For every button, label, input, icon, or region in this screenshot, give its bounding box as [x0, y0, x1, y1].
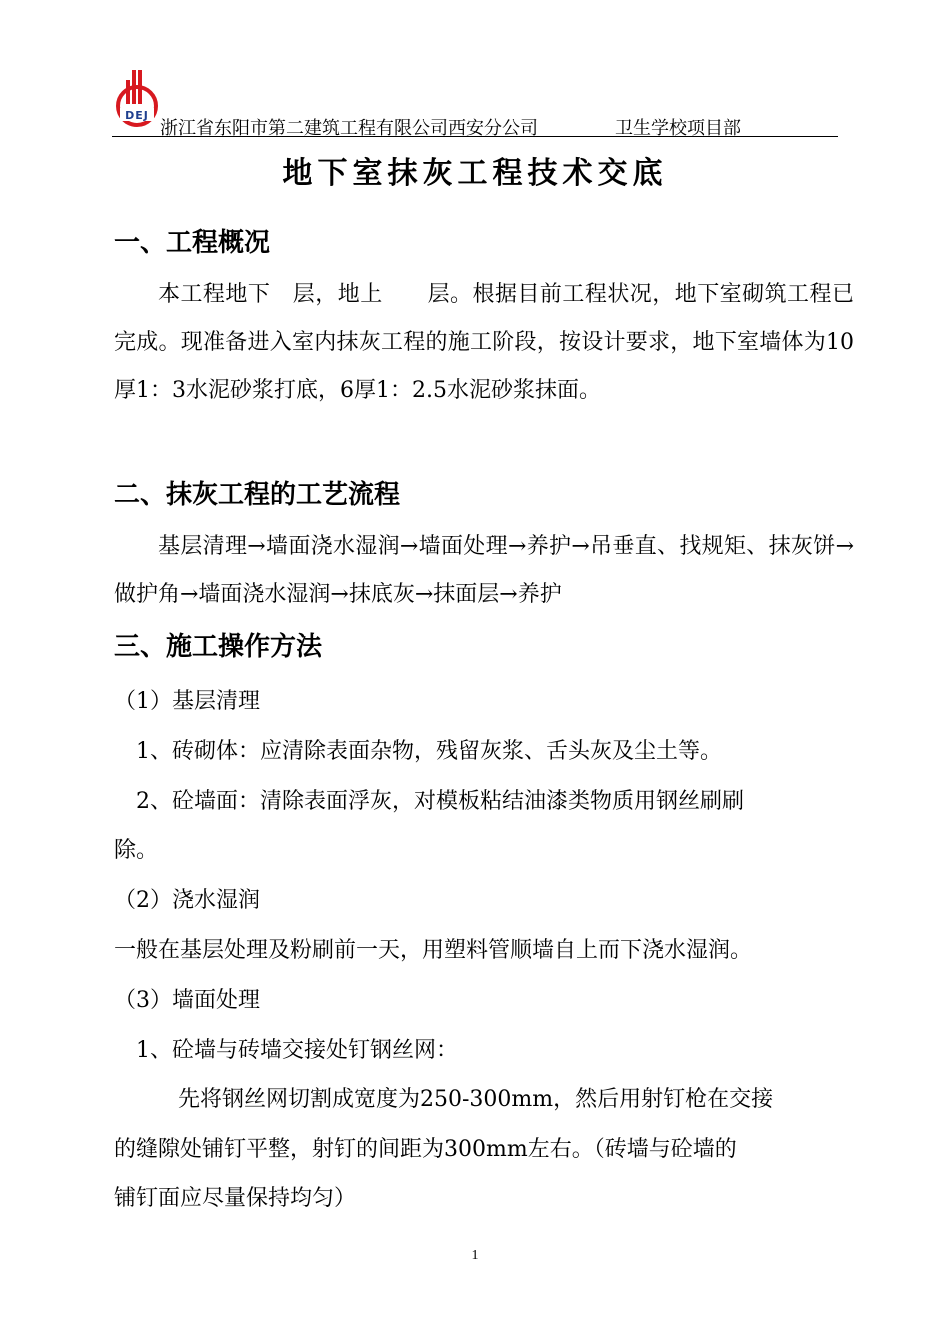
item-wire-mesh: 1、砼墙与砖墙交接处钉钢丝网：	[136, 1038, 458, 1063]
watering-text: 一般在基层处理及粉刷前一天，用塑料管顺墙自上而下浇水湿润。	[114, 938, 753, 963]
item-concrete-wall-line2: 除。	[114, 838, 159, 863]
item-concrete-wall-line1: 2、砼墙面：清除表面浮灰，对模板粘结油漆类物质用钢丝刷刷	[136, 789, 744, 814]
header-project-name: 卫生学校项目部	[615, 118, 741, 139]
page-number: 1	[471, 1248, 479, 1263]
subheading-wall-treatment: （3）墙面处理	[114, 988, 260, 1013]
section-overview-paragraph: 本工程地下 层，地上 层。根据目前工程状况，地下室砌筑工程已完成。现准备进入室内抹灰工程的施工阶段，按设计要求，地下室墙体为10厚1：3水泥砂浆打底，6厚1：2.5水泥砂浆抹面。	[114, 282, 854, 403]
document-title: 地下室抹灰工程技术交底	[282, 156, 668, 191]
section-heading-overview: 一、工程概况	[114, 228, 271, 258]
header-divider	[112, 136, 838, 137]
subheading-watering: （2）浇水湿润	[114, 888, 260, 913]
section-process-paragraph: 基层清理→墙面浇水湿润→墙面处理→养护→吊垂直、找规矩、抹灰饼→做护角→墙面浇水湿润→抹底灰→抹面层→养护	[114, 534, 854, 607]
item-brick-masonry: 1、砖砌体：应清除表面杂物，残留灰浆、舌头灰及尘土等。	[136, 739, 722, 764]
company-logo	[112, 68, 162, 130]
wire-mesh-text-line3: 铺钉面应尽量保持均匀）	[114, 1186, 357, 1211]
wire-mesh-text-line1: 先将钢丝网切割成宽度为250-300mm，然后用射钉枪在交接	[178, 1087, 774, 1112]
section-heading-process: 二、抹灰工程的工艺流程	[114, 480, 401, 510]
section-heading-method: 三、施工操作方法	[114, 632, 323, 662]
header-company-name: 浙江省东阳市第二建筑工程有限公司西安分公司	[160, 118, 538, 139]
subheading-base-cleaning: （1）基层清理	[114, 689, 260, 714]
wire-mesh-text-line2: 的缝隙处铺钉平整，射钉的间距为300mm左右。（砖墙与砼墙的	[114, 1137, 737, 1162]
logo-text: DEJ	[125, 109, 149, 122]
